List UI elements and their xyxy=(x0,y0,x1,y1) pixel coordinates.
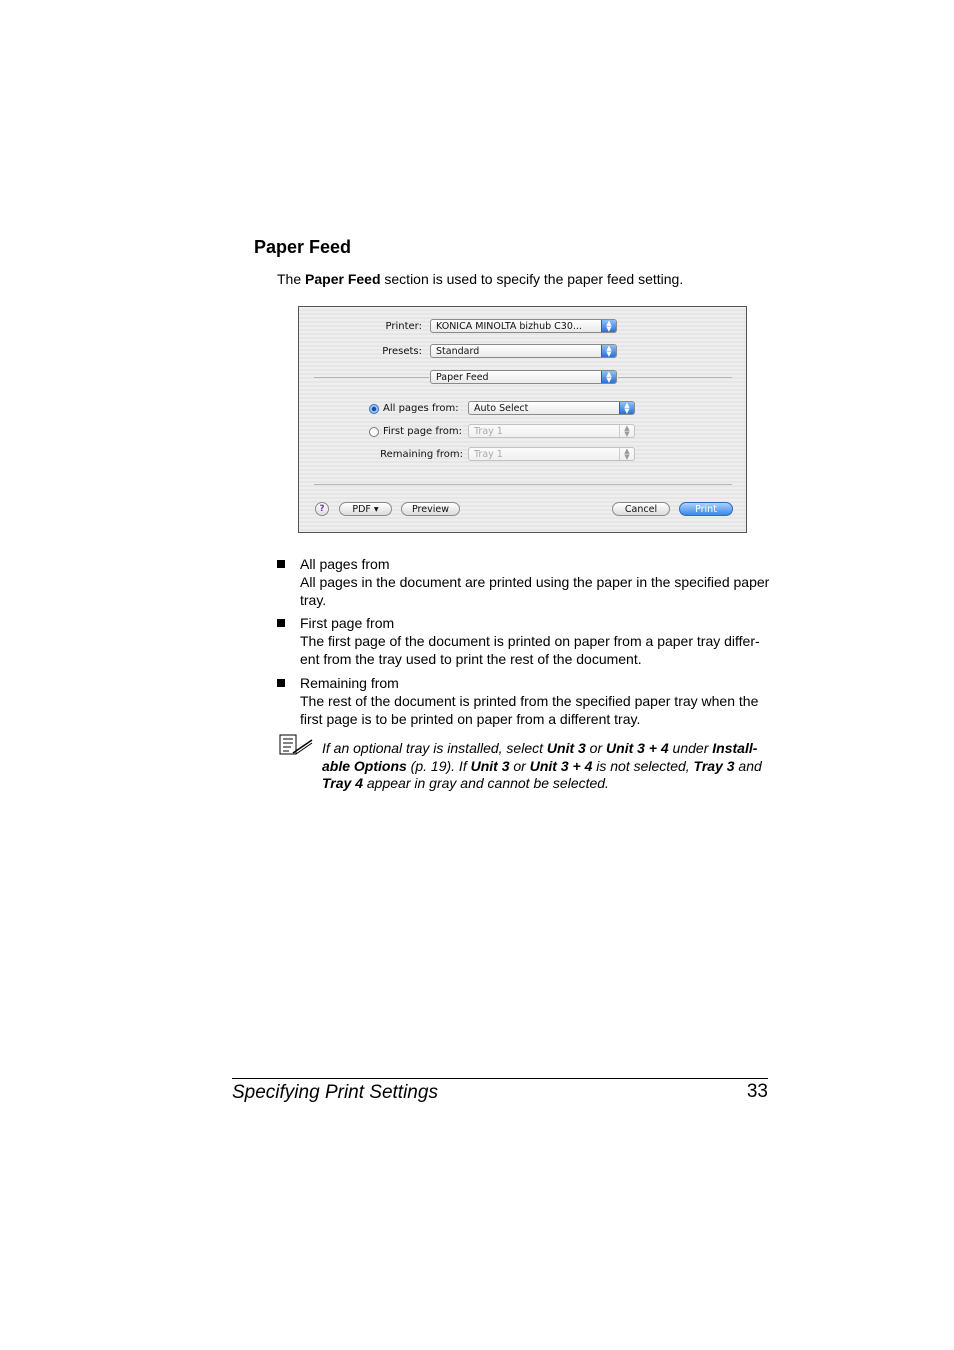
intro-prefix: The xyxy=(277,271,306,287)
note-bold-part: Tray 4 xyxy=(322,775,363,791)
bullet-head: All pages from xyxy=(300,556,390,572)
bullet-square-icon xyxy=(277,619,285,627)
page-number: 33 xyxy=(746,1081,768,1102)
remaining-label: Remaining from: xyxy=(380,449,463,460)
bullet-head: Remaining from xyxy=(300,675,399,691)
print-dialog-screenshot xyxy=(298,306,747,533)
note-bold-part: Install-able Options xyxy=(322,740,758,774)
note-text-part: or xyxy=(585,740,607,756)
preview-button[interactable]: Preview xyxy=(401,502,460,516)
bullet-head: First page from xyxy=(300,615,395,631)
note-bold-part: Unit 3 xyxy=(470,757,510,774)
presets-value: Standard xyxy=(436,346,480,357)
printer-select[interactable] xyxy=(430,319,617,333)
panel-select[interactable] xyxy=(430,370,617,384)
intro-suffix: section is used to specify the paper feed setting. xyxy=(380,271,684,287)
bullet-body: All pages in the document are printed using the paper in the specified paper tray. xyxy=(300,574,770,608)
popup-arrows-icon: ▲ ▼ xyxy=(619,402,634,414)
printer-value: KONICA MINOLTA bizhub C30... xyxy=(436,321,582,332)
first-page-select xyxy=(468,424,635,438)
note-bold-part: Tray 3 xyxy=(693,757,735,774)
all-pages-value: Auto Select xyxy=(474,403,529,414)
bullet-body: The rest of the document is printed from the specified paper tray when the first page is to be printed on paper from a different tray. xyxy=(300,693,759,727)
presets-label: Presets: xyxy=(382,346,422,357)
intro-paragraph xyxy=(277,271,683,287)
section-title: Paper Feed xyxy=(254,237,352,257)
note-text xyxy=(322,740,772,793)
separator-bottom xyxy=(314,484,732,485)
popup-arrows-icon: ▲ ▼ xyxy=(619,448,634,460)
note-text-part: under xyxy=(668,740,713,756)
help-button[interactable]: ? xyxy=(315,502,329,516)
note-text-part: If an optional tray is installed, select xyxy=(322,740,547,756)
intro-bold: Paper Feed xyxy=(305,271,381,287)
separator-left xyxy=(314,377,429,378)
printer-label: Printer: xyxy=(385,321,422,332)
note-bold-part: Unit 3 xyxy=(546,740,586,756)
first-page-radio[interactable] xyxy=(369,427,379,437)
footer-rule xyxy=(232,1078,768,1079)
panel-value: Paper Feed xyxy=(436,372,489,383)
all-pages-select[interactable] xyxy=(468,401,635,415)
presets-select[interactable] xyxy=(430,344,617,358)
note-text-part: or xyxy=(509,757,530,774)
popup-arrows-icon: ▲ ▼ xyxy=(601,320,616,332)
bullet-square-icon xyxy=(277,679,285,687)
separator-right xyxy=(618,377,732,378)
cancel-button[interactable]: Cancel xyxy=(612,502,670,516)
note-text-part: is not selected, xyxy=(592,757,694,774)
note-text-part: and xyxy=(734,757,762,774)
popup-arrows-icon: ▲ ▼ xyxy=(601,345,616,357)
note-bold-part: Unit 3 + 4 xyxy=(606,740,669,756)
bullet-body: The first page of the document is printed on paper from a paper tray differ-ent from the tray used to print the rest of the document. xyxy=(300,633,760,667)
popup-arrows-icon: ▲ ▼ xyxy=(601,371,616,383)
note-bold-part: Unit 3 + 4 xyxy=(529,757,593,774)
note-text-part: (p. 19). If xyxy=(406,757,471,774)
first-page-label: First page from: xyxy=(383,426,463,437)
print-button[interactable]: Print xyxy=(679,502,733,516)
pdf-button[interactable]: PDF ▾ xyxy=(339,502,392,516)
bullet-square-icon xyxy=(277,560,285,568)
remaining-value: Tray 1 xyxy=(474,449,503,460)
all-pages-label: All pages from: xyxy=(383,403,459,414)
note-text-part: appear in gray and cannot be selected. xyxy=(363,775,609,791)
all-pages-radio[interactable] xyxy=(369,404,379,414)
popup-arrows-icon: ▲ ▼ xyxy=(619,425,634,437)
footer-title: Specifying Print Settings xyxy=(232,1082,438,1103)
first-page-value: Tray 1 xyxy=(474,426,503,437)
note-pencil-icon xyxy=(279,734,313,756)
remaining-select xyxy=(468,447,635,461)
